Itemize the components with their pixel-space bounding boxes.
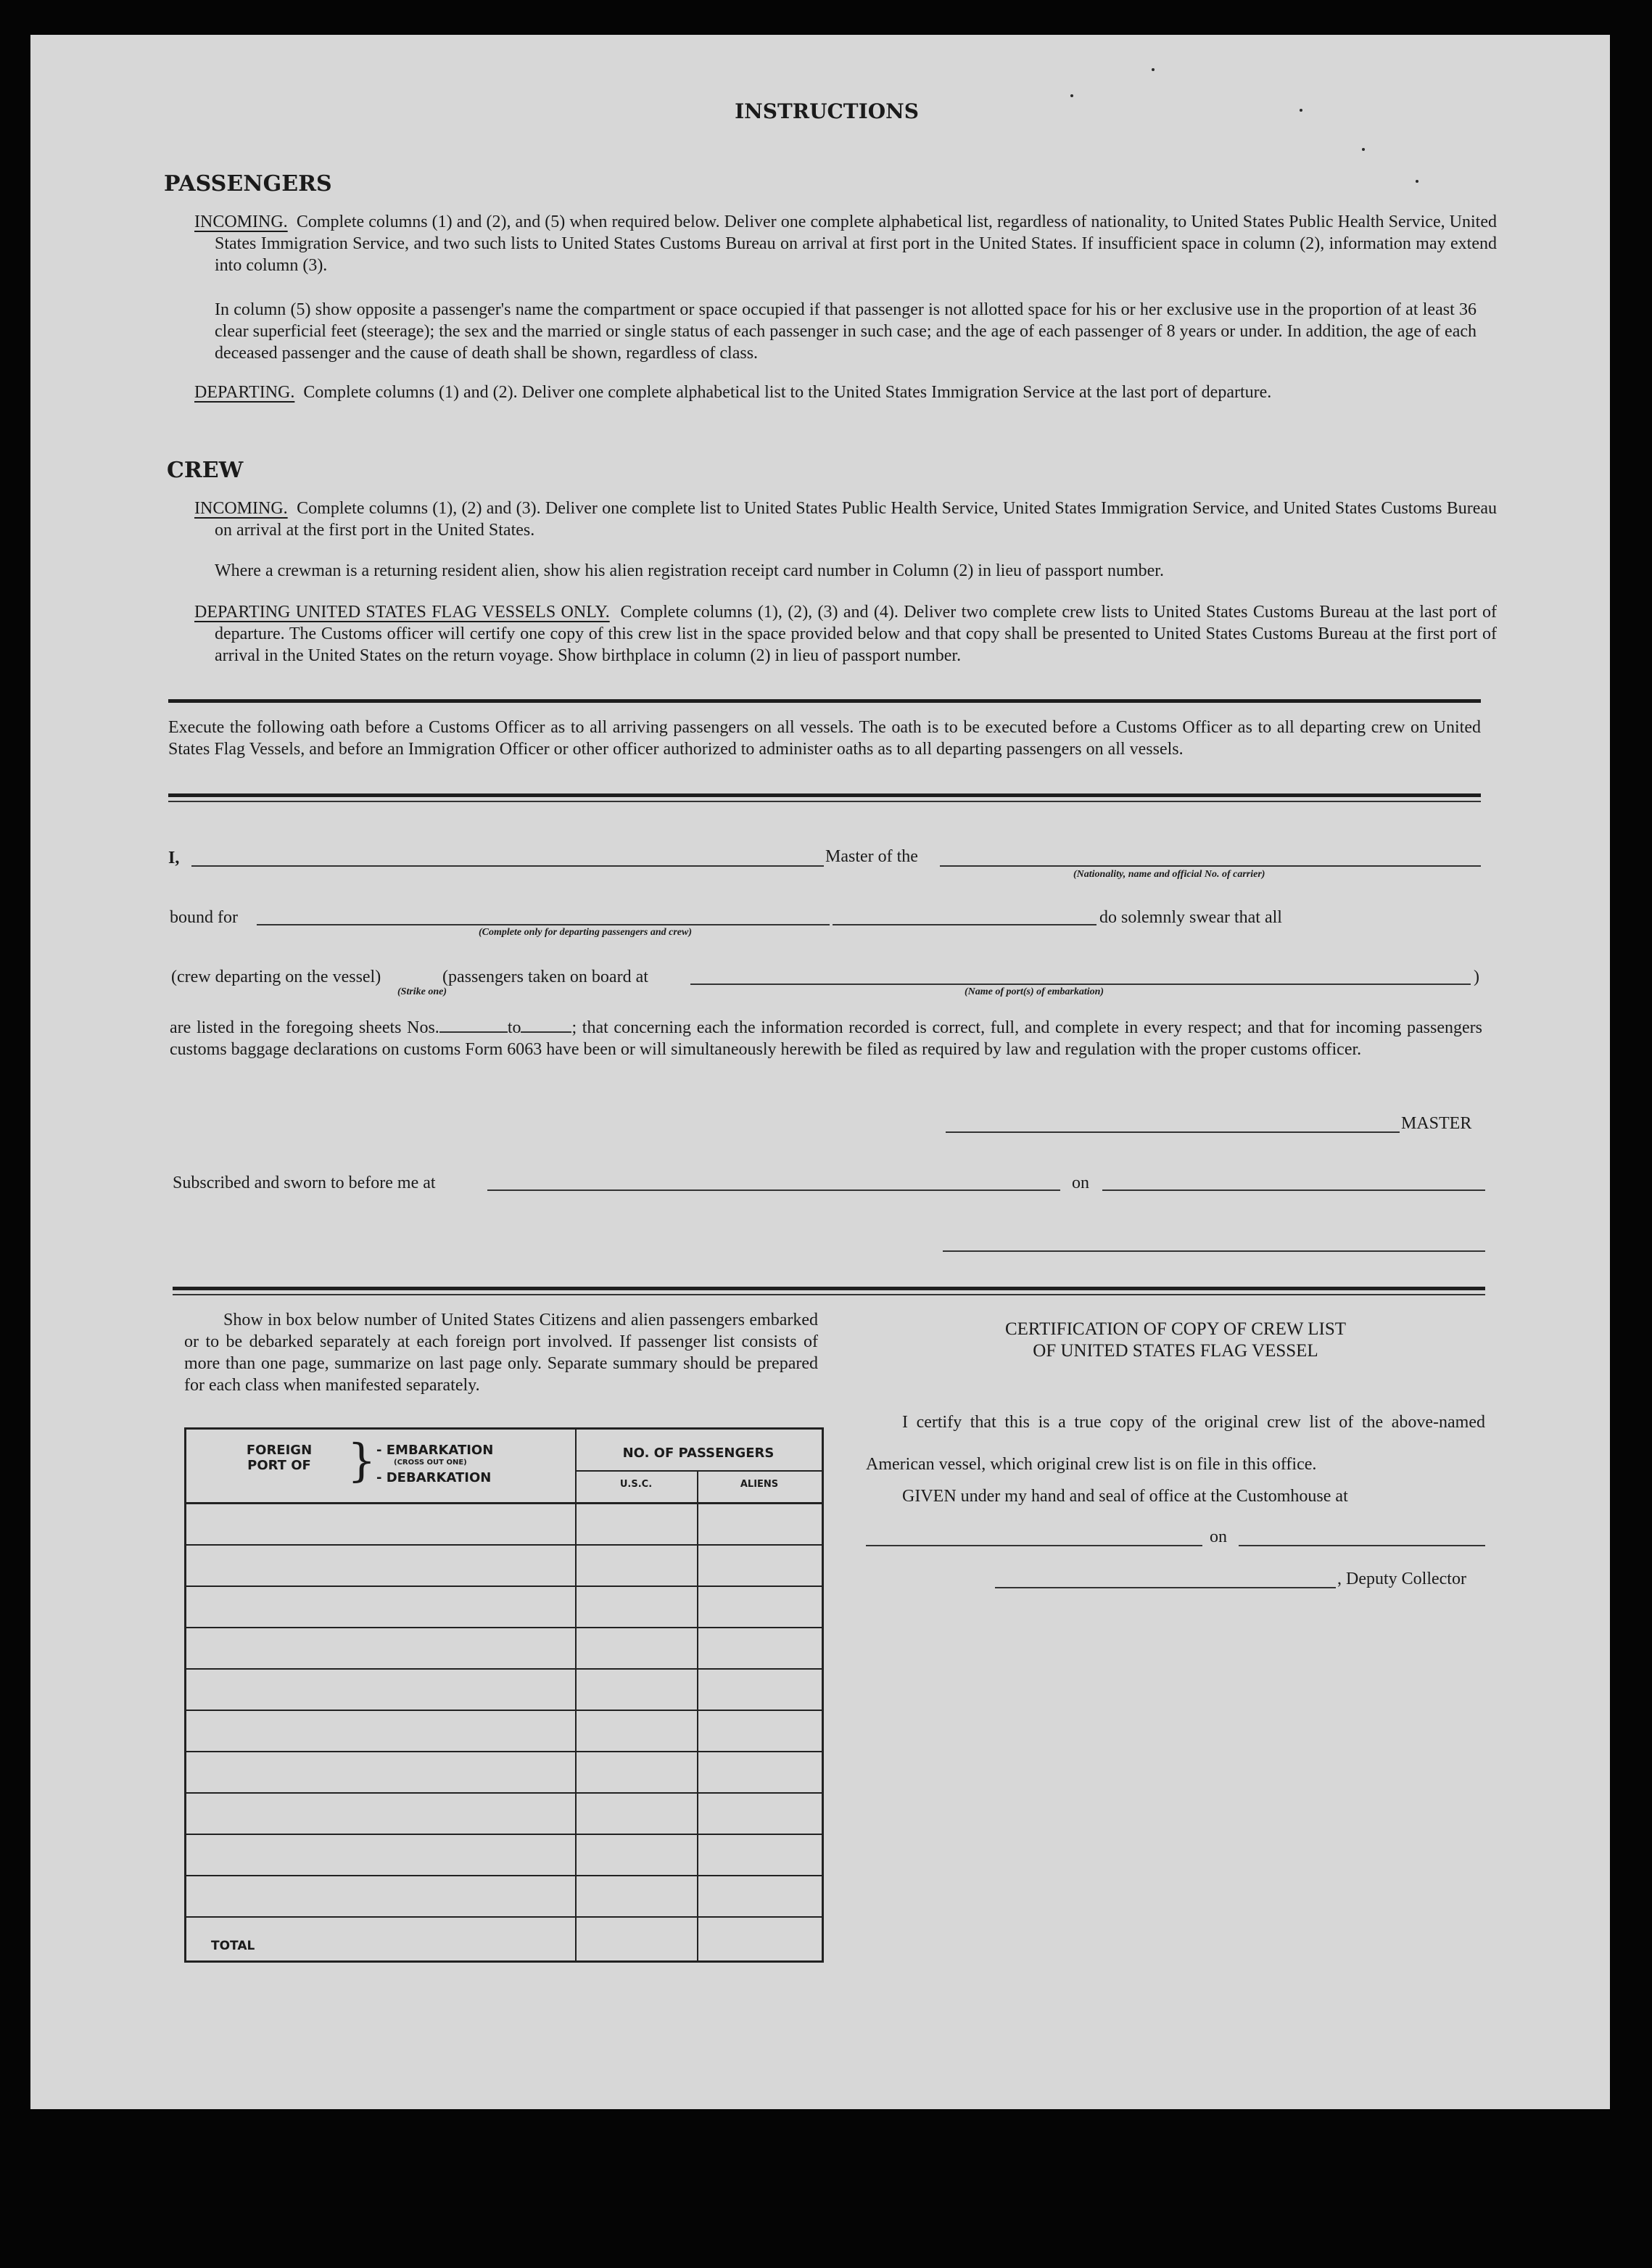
given-text: GIVEN under my hand and seal of office at the Customhouse at bbox=[902, 1487, 1348, 1506]
scan-speck bbox=[1152, 68, 1155, 71]
usc-header: U.S.C. bbox=[619, 1479, 653, 1490]
crew-heading: CREW bbox=[167, 458, 244, 483]
bound-for-line[interactable] bbox=[257, 924, 830, 925]
sworn-place-line[interactable] bbox=[487, 1189, 1060, 1191]
carrier-caption: (Nationality, name and official No. of carrier) bbox=[1073, 869, 1265, 880]
table-row[interactable] bbox=[186, 1792, 822, 1794]
passenger-summary-table bbox=[184, 1427, 824, 1963]
passengers-incoming-text: Complete columns (1) and (2), and (5) when required below. Deliver one complete alphabetical list, regardless of nationality, to United States Public Health Service, United States Immigration Service, and two such lists to United States Customs Bureau on arrival at first port in the United States. If insufficient space in column (2), information may extend into column (3). bbox=[215, 213, 1498, 275]
bound-for-label: bound for bbox=[170, 908, 238, 927]
master-signature-line[interactable] bbox=[946, 1131, 1400, 1133]
table-row[interactable] bbox=[186, 1875, 822, 1876]
certification-title-line2: OF UNITED STATES FLAG VESSEL bbox=[1033, 1341, 1318, 1361]
sheet-from-field[interactable] bbox=[439, 1018, 508, 1033]
passengers-heading: PASSENGERS bbox=[164, 171, 332, 197]
crew-resident-paragraph: Where a crewman is a returning resident alien, show his alien registration receipt card number in Column (2) in lieu of passport number. bbox=[215, 561, 1164, 580]
debarkation-label[interactable]: - DEBARKATION bbox=[376, 1470, 492, 1485]
instructions-title: INSTRUCTIONS bbox=[735, 99, 919, 123]
deputy-label-text: Deputy Collector bbox=[1346, 1570, 1466, 1588]
divider bbox=[173, 1294, 1485, 1295]
passengers-departing-label: DEPARTING. bbox=[194, 383, 295, 402]
officer-signature-line[interactable] bbox=[943, 1250, 1485, 1252]
divider bbox=[168, 699, 1481, 703]
foreign-port-header: FOREIGN PORT OF bbox=[246, 1443, 313, 1473]
sworn-on-label: on bbox=[1072, 1174, 1089, 1192]
listed-rest: ; that concerning each the information recorded is correct, full, and complete in every respect; and that for incoming passengers customs baggage declarations on customs Form 6063 have been or will simultaneously herewith be filed as required by law and regulation with the proper customs officer. bbox=[170, 1018, 1482, 1059]
total-label: TOTAL bbox=[211, 1939, 255, 1953]
certify-text: I certify that this is a true copy of the original crew list of the above-named American vessel, which original crew list is on file in this office. bbox=[866, 1413, 1485, 1474]
deputy-signature-line[interactable] bbox=[995, 1587, 1336, 1588]
sworn-date-line[interactable] bbox=[1102, 1189, 1485, 1191]
table-row[interactable] bbox=[186, 1834, 822, 1835]
scan-speck bbox=[1362, 148, 1365, 151]
aliens-header: ALIENS bbox=[740, 1479, 779, 1490]
cert-date-line[interactable] bbox=[1239, 1545, 1485, 1546]
bound-for-line-2[interactable] bbox=[833, 924, 1096, 925]
passengers-incoming-label: INCOMING. bbox=[194, 213, 288, 231]
divider bbox=[168, 801, 1481, 802]
passengers-column5-paragraph: In column (5) show opposite a passenger's name the compartment or space occupied if that passenger is not allotted space for his or her exclusive use in the proportion of at least 36 clear superficial feet (steerage); the sex and the married or single status of each passenger in such case; and the age of each passenger of 8 years or under. In addition, the age of each deceased passenger and the cause of death shall be shown, regardless of class. bbox=[215, 300, 1477, 363]
passengers-departing-paragraph bbox=[194, 382, 1497, 403]
brace-icon: } bbox=[347, 1434, 376, 1487]
table-row[interactable] bbox=[186, 1668, 822, 1670]
passengers-incoming-paragraph bbox=[194, 211, 1497, 276]
deputy-label: , Deputy Collector bbox=[1337, 1570, 1466, 1588]
crew-departing-paragraph bbox=[194, 601, 1497, 667]
certification-title bbox=[882, 1319, 1469, 1362]
passengers-taken-option[interactable]: (passengers taken on board at bbox=[442, 968, 648, 986]
cross-out-note: (CROSS OUT ONE) bbox=[394, 1459, 467, 1467]
sheet-to-field[interactable] bbox=[521, 1018, 571, 1033]
crew-incoming-text: Complete columns (1), (2) and (3). Deliver one complete list to United States Public Health Service, United States Immigration Service, and United States Customs Bureau on arrival at the first port in the United States. bbox=[215, 499, 1498, 540]
ports-line[interactable] bbox=[690, 984, 1471, 985]
embarkation-label[interactable]: - EMBARKATION bbox=[376, 1443, 494, 1458]
summary-intro: Show in box below number of United States Citizens and alien passengers embarked or to be debarked separately at each foreign port involved. If passenger list consists of more than one page, summarize on last page only. Separate summary should be prepared for each class when manifested separately. bbox=[184, 1311, 818, 1395]
master-label: MASTER bbox=[1401, 1114, 1472, 1133]
table-row[interactable] bbox=[186, 1585, 822, 1587]
table-row[interactable] bbox=[186, 1751, 822, 1752]
table-row[interactable] bbox=[186, 1544, 822, 1546]
passengers-departing-text: Complete columns (1) and (2). Deliver one complete alphabetical list to the United States Immigration Service at the last port of departure. bbox=[303, 383, 1272, 402]
bound-caption: (Complete only for departing passengers and crew) bbox=[479, 927, 692, 938]
ports-caption: (Name of port(s) of embarkation) bbox=[965, 986, 1104, 997]
listed-paragraph bbox=[170, 1017, 1482, 1060]
col-divider bbox=[575, 1430, 577, 1960]
table-row[interactable] bbox=[186, 1710, 822, 1711]
customhouse-line[interactable] bbox=[866, 1545, 1202, 1546]
divider bbox=[168, 793, 1481, 797]
swear-label: do solemnly swear that all bbox=[1099, 908, 1282, 927]
oath-intro: Execute the following oath before a Customs Officer as to all arriving passengers on all vessels. The oath is to be executed before a Customs Officer as to all departing crew on United States Flag Vessels, and before an Immigration Officer or other officer authorized to administer oaths as to all departing passengers on all vessels. bbox=[168, 718, 1481, 759]
subscribed-label: Subscribed and sworn to before me at bbox=[173, 1174, 436, 1192]
scan-speck bbox=[1416, 180, 1418, 183]
table-row[interactable] bbox=[186, 1916, 822, 1918]
master-of-the-label: Master of the bbox=[825, 847, 918, 866]
close-paren: ) bbox=[1474, 968, 1479, 986]
cert-on-label: on bbox=[1210, 1527, 1227, 1546]
oath-i-label: I, bbox=[168, 849, 180, 867]
crew-departing-option[interactable]: (crew departing on the vessel) bbox=[171, 968, 381, 986]
listed-prefix: are listed in the foregoing sheets Nos. bbox=[170, 1018, 439, 1037]
scan-speck bbox=[1070, 94, 1073, 97]
strike-one-caption: (Strike one) bbox=[397, 986, 447, 997]
carrier-line[interactable] bbox=[940, 865, 1481, 867]
scan-speck bbox=[1300, 109, 1302, 112]
header-divider bbox=[575, 1470, 822, 1472]
listed-to: to bbox=[507, 1018, 521, 1037]
table-row[interactable] bbox=[186, 1627, 822, 1628]
certification-title-line1: CERTIFICATION OF COPY OF CREW LIST bbox=[1004, 1319, 1347, 1339]
divider bbox=[173, 1287, 1485, 1290]
master-name-line[interactable] bbox=[191, 865, 824, 867]
crew-departing-label: DEPARTING UNITED STATES FLAG VESSELS ONLY. bbox=[194, 603, 610, 622]
no-passengers-header: NO. OF PASSENGERS bbox=[622, 1446, 775, 1461]
crew-incoming-label: INCOMING. bbox=[194, 499, 288, 518]
header-bottom bbox=[186, 1502, 822, 1504]
crew-departing-text: Complete columns (1), (2), (3) and (4). Deliver two complete crew lists to United States Customs Bureau at the last port of departure. The Customs officer will certify one copy of this crew list in the space provided below and that copy shall be presented to United States Customs Bureau at the first port of arrival in the United States on the return voyage. Show birthplace in column (2) in lieu of passport number. bbox=[215, 603, 1497, 665]
crew-incoming-paragraph bbox=[194, 498, 1497, 541]
